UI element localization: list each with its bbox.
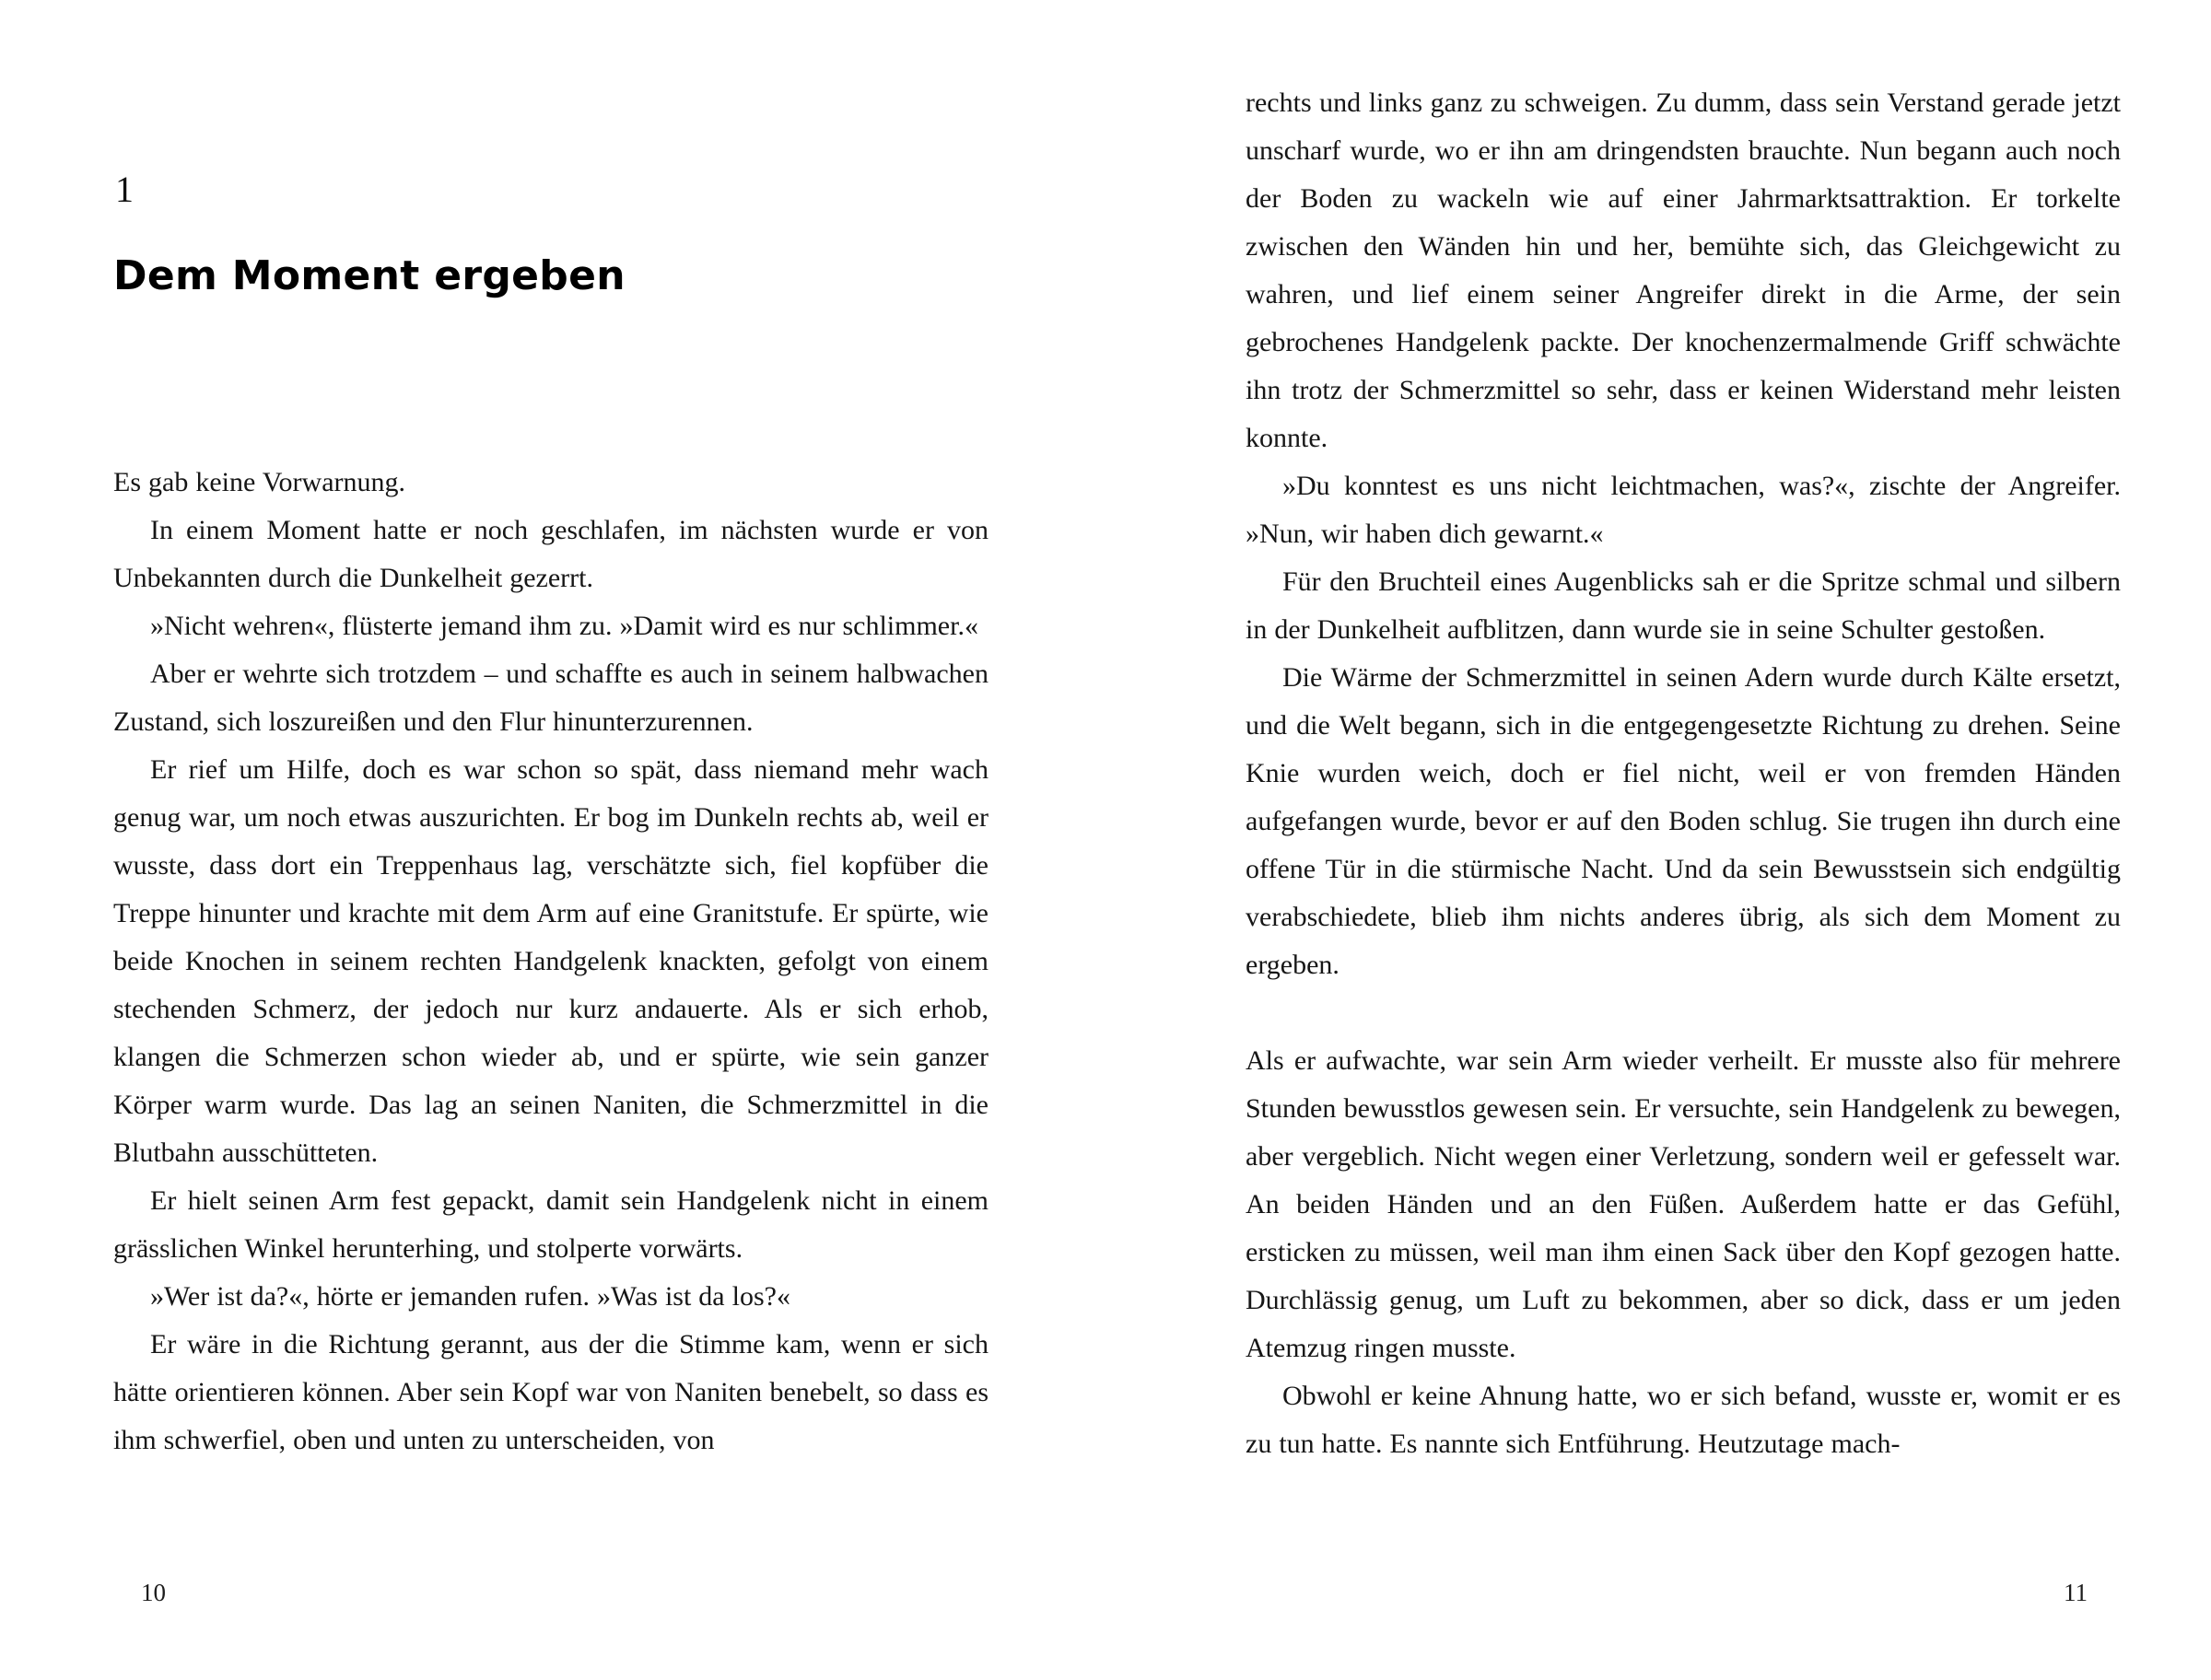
- page-number-left: 10: [141, 1579, 166, 1606]
- chapter-number: 1: [115, 169, 134, 210]
- paragraph: »Du konntest es uns nicht leichtmachen, was?«, zischte der Angreifer. »Nun, wir haben dich gewarnt.«: [1246, 471, 2121, 549]
- chapter-title: Dem Moment ergeben: [113, 252, 626, 299]
- paragraph: Es gab keine Vorwarnung.: [113, 467, 405, 497]
- paragraph: »Nicht wehren«, flüsterte jemand ihm zu. »Damit wird es nur schlimmer.«: [150, 611, 978, 641]
- right-page: [1246, 0, 2121, 1680]
- paragraph: In einem Moment hatte er noch geschlafen, im nächsten wurde er von Unbekannten durch die Dunkelheit gezerrt.: [113, 515, 989, 593]
- paragraph: Er rief um Hilfe, doch es war schon so spät, dass niemand mehr wach genug war, um noch etwas auszurichten. Er bog im Dunkeln rechts ab, weil er wusste, dass dort ein Treppenhaus lag, verschätzte sich, fiel kopfüber die Treppe hinunter und krachte mit dem Arm auf eine Granitstufe. Er spürte, wie beide Knochen in seinem rechten Handgelenk knackten, gefolgt von einem stechenden Schmerz, der jedoch nur kurz andauerte. Als er sich erhob, klangen die Schmerzen schon wieder ab, und er spürte, wie sein ganzer Körper warm wurde. Das lag an seinen Naniten, die Schmerzmittel in die Blutbahn ausschütteten.: [113, 754, 989, 1168]
- paragraph: »Wer ist da?«, hörte er jemanden rufen. »Was ist da los?«: [150, 1281, 790, 1312]
- page-number-right: 11: [2064, 1579, 2088, 1606]
- right-page-body-text: [1246, 79, 2121, 1468]
- paragraph: Als er aufwachte, war sein Arm wieder verheilt. Er musste also für mehrere Stunden bewusstlos gewesen sein. Er versuchte, sein Handgelenk zu bewegen, aber vergeblich. Nicht wegen einer Verletzung, sondern weil er gefesselt war. An beiden Händen und an den Füßen. Außerdem hatte er das Gefühl, ersticken zu müssen, weil man ihm einen Sack über den Kopf gezogen hatte. Durchlässig genug, um Luft zu bekommen, aber so dick, dass er um jeden Atemzug ringen musste.: [1246, 1045, 2121, 1363]
- paragraph: Die Wärme der Schmerzmittel in seinen Adern wurde durch Kälte ersetzt, und die Welt begann, sich in die entgegengesetzte Richtung zu drehen. Seine Knie wurden weich, doch er fiel nicht, weil er von fremden Händen aufgefangen wurde, bevor er auf den Boden schlug. Sie trugen ihn durch eine offene Tür in die stürmische Nacht. Und da sein Bewusstsein sich endgültig verabschiedete, blieb ihm nichts anderes übrig, als sich dem Moment zu ergeben.: [1246, 662, 2121, 980]
- left-page-body-text: [113, 459, 989, 1464]
- paragraph: Aber er wehrte sich trotzdem – und schaffte es auch in seinem halbwachen Zustand, sich loszureißen und den Flur hinunterzurennen.: [113, 659, 989, 737]
- paragraph: Obwohl er keine Ahnung hatte, wo er sich befand, wusste er, womit er es zu tun hatte. Es nannte sich Entführung. Heutzutage mach-: [1246, 1381, 2121, 1459]
- paragraph: Für den Bruchteil eines Augenblicks sah er die Spritze schmal und silbern in der Dunkelheit aufblitzen, dann wurde sie in seine Schulter gestoßen.: [1246, 566, 2121, 645]
- paragraph: Er wäre in die Richtung gerannt, aus der die Stimme kam, wenn er sich hätte orientieren können. Aber sein Kopf war von Naniten benebelt, so dass es ihm schwerfiel, oben und unten zu unterscheiden, von: [113, 1329, 989, 1455]
- paragraph: Er hielt seinen Arm fest gepackt, damit sein Handgelenk nicht in einem grässlichen Winkel herunterhing, und stolperte vorwärts.: [113, 1185, 989, 1264]
- paragraph: rechts und links ganz zu schweigen. Zu dumm, dass sein Verstand gerade jetzt unscharf wurde, wo er ihn am dringendsten brauchte. Nun begann auch noch der Boden zu wackeln wie auf einer Jahrmarktsattraktion. Er torkelte zwischen den Wänden hin und her, bemühte sich, das Gleichgewicht zu wahren, und lief einem seiner Angreifer direkt in die Arme, der sein gebrochenes Handgelenk packte. Der knochenzermalmende Griff schwächte ihn trotz der Schmerzmittel so sehr, dass er keinen Widerstand mehr leisten konnte.: [1246, 88, 2121, 453]
- left-page: [113, 0, 989, 1680]
